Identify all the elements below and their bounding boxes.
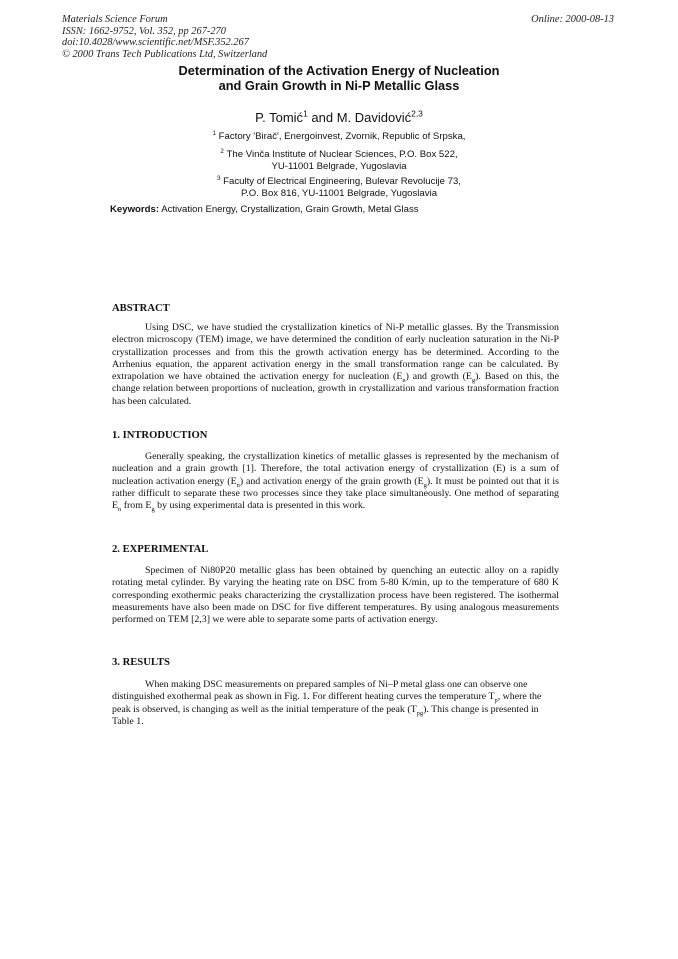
experimental-heading: 2. EXPERIMENTAL <box>112 544 209 555</box>
affiliation-2-line-1: The Vinča Institute of Nuclear Sciences, P.O. Box 522, <box>226 149 458 160</box>
author-conjunction: and <box>311 110 334 125</box>
affiliation-3-line-2: P.O. Box 816, YU-11001 Belgrade, Yugoslavia <box>240 188 438 200</box>
keywords-label: Keywords: <box>110 204 160 215</box>
author-2-name: M. Davidović <box>336 110 412 125</box>
affiliation-3 <box>140 176 538 201</box>
results-heading: 3. RESULTS <box>112 657 170 668</box>
introduction-heading: 1. INTRODUCTION <box>112 430 208 441</box>
title-line-1: Determination of the Activation Energy of Nucleation <box>178 63 500 78</box>
affiliation-3-line-1: Faculty of Electrical Engineering, Bulevar Revolucije 73, <box>223 176 461 187</box>
affiliation-1-line-1: Factory 'Birač', Energoinvest, Zvornik, Republic of Srpska, <box>218 131 466 142</box>
paper-title <box>100 63 578 93</box>
doi-line: doi:10.4028/www.scientific.net/MSF.352.267 <box>62 37 249 49</box>
journal-name: Materials Science Forum <box>62 14 168 25</box>
author-1-affil-mark: 1 <box>303 108 308 119</box>
results-paragraph: When making DSC measurements on prepared samples of Ni–P metal glass one can observe one distinguished exothermal peak as shown in Fig. 1. For different heating curves the temperature $T_p$, where the peak is observed, is changing as well as the initial temperature of the peak $(T_{pg})$. This change is presented in Table 1. <box>112 679 542 727</box>
affiliation-3-mark: 3 <box>217 174 221 182</box>
issn-line: ISSN: 1662-9752, Vol. 352, pp 267-270 <box>62 25 226 37</box>
affiliation-2-line-2: YU-11001 Belgrade, Yugoslavia <box>271 161 407 173</box>
journal-header <box>62 14 267 60</box>
author-2-affil-mark: 2,3 <box>411 108 423 119</box>
affiliation-1 <box>140 131 538 143</box>
affiliation-1-mark: 1 <box>212 129 216 137</box>
online-date: Online: 2000-08-13 <box>531 14 614 25</box>
affiliation-2-mark: 2 <box>220 147 224 155</box>
author-1-name: P. Tomić <box>255 110 304 125</box>
author-list <box>100 110 578 126</box>
copyright-line: © 2000 Trans Tech Publications Ltd, Switzerland <box>62 48 268 60</box>
experimental-paragraph: Specimen of Ni80P20 metallic glass has been obtained by quenching an eutectic alloy on a rapidly rotating metal cylinder. By varying the heating rate on DSC from 5-80 K/min, up to the temperature of 680 K corresponding exothermic peaks characterizing the crystallization process have been registered. The isothermal measurements have also been made on DSC for five different temperatures. By using analogous measurements performed on TEM [2,3] we were able to separate some parts of activation energy. <box>112 565 559 626</box>
introduction-paragraph: Generally speaking, the crystallization kinetics of metallic glasses is represented by the mechanism of nucleation and a grain growth [1]. Therefore, the total activation energy of crystallization (E) is a sum of nucleation activation energy $(E_n)$ and activation energy of the grain growth $(E_g)$. It must be pointed out that it is rather difficult to separate these two processes since they take place simultaneously. One method of separating $E_n$ from $E_g$ by using experimental data is presented in this work. <box>112 451 559 514</box>
affiliation-2 <box>140 149 538 174</box>
keywords-text: Activation Energy, Crystallization, Grain Growth, Metal Glass <box>161 204 419 215</box>
title-line-2: and Grain Growth in Ni-P Metallic Glass <box>218 78 460 93</box>
abstract-paragraph: Using DSC, we have studied the crystallization kinetics of Ni-P metallic glasses. By the Transmission electron microscopy (TEM) image, we have determined the condition of early nucleation saturation in the Ni-P crystallization processes and from this the growth activation energy has be determined. According to the Arrhenius equation, the apparent activation energy in the small transformation range can be calculated. By extrapolation we have obtained the activation energy for nucleation $(E_n)$ and growth $(E_g)$. Based on this, the change relation between proportions of nucleation, growth in crystallization and various transformation fraction has been calculated. <box>112 322 559 407</box>
keywords <box>110 204 419 216</box>
abstract-heading: ABSTRACT <box>112 303 170 314</box>
